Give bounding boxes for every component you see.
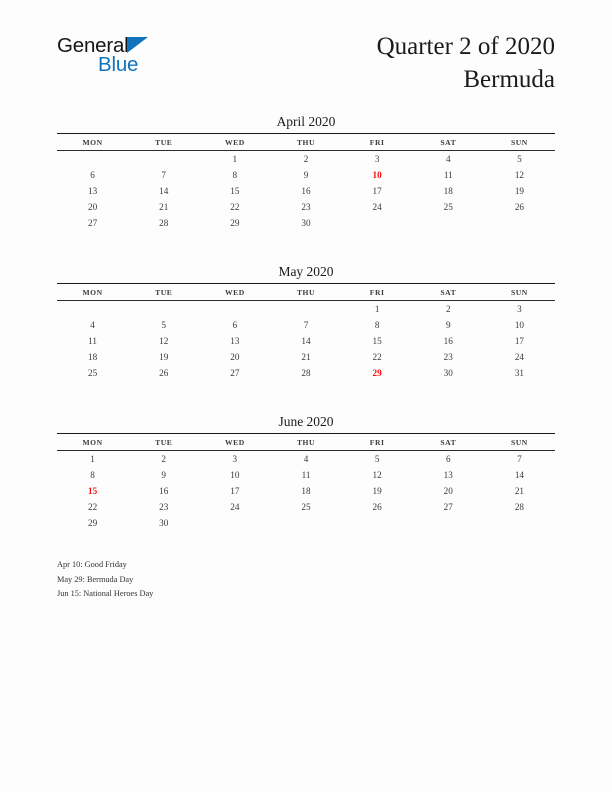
calendar-day[interactable]: 20 [443, 486, 453, 496]
weekday-row [57, 134, 555, 151]
calendar-day[interactable]: 29 [87, 518, 98, 528]
calendar-day[interactable]: 19 [372, 486, 382, 496]
weekday-tue: TUE [128, 434, 199, 451]
calendar-day[interactable]: 5 [374, 454, 380, 464]
calendar-day-empty [342, 215, 413, 231]
month-block-may [57, 262, 555, 381]
weekday-sun: SUN [484, 284, 555, 301]
weekday-tue: TUE [128, 284, 199, 301]
calendar-day-holiday[interactable]: 10 [372, 170, 382, 180]
brand-name-blue: Blue [98, 53, 139, 76]
weekday-mon: MON [57, 434, 128, 451]
calendar-day[interactable]: 6 [232, 320, 238, 330]
calendar-day[interactable]: 30 [159, 518, 169, 528]
region-subtitle: Bermuda [463, 66, 555, 93]
calendar-day[interactable]: 1 [232, 154, 238, 164]
calendar-day[interactable]: 4 [90, 320, 95, 330]
calendar-day[interactable]: 19 [514, 186, 525, 196]
calendar-day[interactable]: 28 [301, 368, 311, 378]
calendar-day[interactable]: 24 [372, 202, 382, 212]
calendar-day[interactable]: 3 [232, 454, 238, 464]
calendar-table [57, 433, 555, 531]
calendar-day-empty [270, 515, 341, 531]
calendar-day[interactable]: 14 [301, 336, 311, 346]
calendar-day[interactable]: 23 [301, 202, 311, 212]
weekday-tue: TUE [128, 134, 199, 151]
calendar-day-holiday[interactable]: 29 [372, 368, 382, 378]
calendar-day[interactable]: 26 [159, 368, 169, 378]
holiday-note: Apr 10: Good Friday [57, 560, 127, 569]
calendar-day[interactable]: 9 [445, 320, 451, 330]
brand-logo[interactable] [57, 36, 207, 84]
calendar-day[interactable]: 7 [161, 170, 166, 180]
calendar-day[interactable]: 14 [514, 470, 525, 480]
calendar-day[interactable]: 10 [514, 320, 525, 330]
weekday-wed: WED [199, 134, 270, 151]
calendar-weekday-header [57, 434, 555, 451]
calendar-day[interactable]: 20 [87, 202, 98, 212]
calendar-week-row [57, 301, 555, 318]
calendar-weekday-header [57, 134, 555, 151]
calendar-day[interactable]: 6 [445, 454, 451, 464]
calendar-week-row [57, 515, 555, 531]
calendar-table [57, 133, 555, 231]
weekday-sat: SAT [413, 134, 484, 151]
calendar-day[interactable]: 2 [161, 454, 166, 464]
calendar-weekday-header [57, 284, 555, 301]
weekday-sat: SAT [413, 434, 484, 451]
calendar-body [57, 301, 555, 382]
calendar-day[interactable]: 25 [87, 368, 98, 378]
calendar-week-row [57, 167, 555, 183]
calendar-table [57, 283, 555, 381]
calendar-day-empty [57, 151, 128, 168]
calendar-day[interactable]: 17 [372, 186, 382, 196]
holiday-note: May 29: Bermuda Day [57, 574, 134, 584]
calendar-day[interactable]: 30 [301, 218, 311, 228]
calendar-day[interactable]: 23 [443, 352, 453, 362]
calendar-day-empty [199, 301, 270, 318]
calendar-day-empty [57, 301, 128, 318]
calendar-day[interactable]: 29 [230, 218, 240, 228]
calendar-week-row [57, 365, 555, 381]
calendar-day[interactable]: 21 [159, 202, 169, 212]
calendar-day[interactable]: 28 [514, 502, 525, 512]
page-header [0, 0, 612, 105]
weekday-fri: FRI [342, 134, 413, 151]
calendar-day[interactable]: 12 [159, 336, 169, 346]
weekday-thu: THU [270, 134, 341, 151]
calendar-day[interactable]: 24 [514, 352, 525, 362]
holiday-note: Jun 15: National Heroes Day [57, 589, 154, 599]
calendar-body [57, 451, 555, 532]
holiday-notes-list [57, 558, 457, 602]
calendar-week-row [57, 467, 555, 483]
calendar-day[interactable]: 3 [374, 154, 380, 164]
calendar-day[interactable]: 18 [87, 352, 98, 362]
calendar-week-row [57, 199, 555, 215]
weekday-sat: SAT [413, 284, 484, 301]
weekday-sun: SUN [484, 134, 555, 151]
calendar-day[interactable]: 16 [301, 186, 311, 196]
month-title: June 2020 [278, 414, 334, 429]
calendar-week-row [57, 333, 555, 349]
quarter-title: Quarter 2 of 2020 [376, 33, 555, 60]
calendar-day[interactable]: 21 [514, 486, 525, 496]
calendar-day[interactable]: 8 [374, 320, 380, 330]
calendar-day[interactable]: 13 [87, 186, 98, 196]
calendar-day[interactable]: 7 [517, 454, 522, 464]
calendar-day[interactable]: 27 [230, 368, 240, 378]
weekday-mon: MON [57, 284, 128, 301]
calendar-day[interactable]: 25 [443, 202, 453, 212]
calendar-day[interactable]: 3 [517, 304, 522, 314]
calendar-day[interactable]: 10 [230, 470, 240, 480]
calendar-body [57, 151, 555, 232]
calendar-week-row [57, 317, 555, 333]
page-title [377, 30, 555, 96]
month-title: April 2020 [276, 114, 336, 129]
weekday-fri: FRI [342, 434, 413, 451]
calendar-day-empty [413, 515, 484, 531]
calendar-day[interactable]: 24 [230, 502, 240, 512]
month-block-june [57, 412, 555, 531]
month-title: May 2020 [278, 264, 334, 279]
calendar-day[interactable]: 9 [303, 170, 309, 180]
calendar-day[interactable]: 27 [443, 502, 453, 512]
calendar-day-empty [484, 515, 555, 531]
calendar-day[interactable]: 16 [443, 336, 453, 346]
calendar-day[interactable]: 12 [514, 170, 525, 180]
calendar-day[interactable]: 22 [372, 352, 382, 362]
weekday-row [57, 434, 555, 451]
calendar-day[interactable]: 27 [87, 218, 98, 228]
calendar-day-holiday[interactable]: 15 [87, 486, 98, 496]
calendar-day[interactable]: 23 [159, 502, 169, 512]
weekday-mon: MON [57, 134, 128, 151]
calendar-day[interactable]: 12 [372, 470, 382, 480]
calendar-day[interactable]: 20 [230, 352, 240, 362]
weekday-wed: WED [199, 284, 270, 301]
calendar-day[interactable]: 2 [303, 154, 309, 164]
weekday-thu: THU [270, 284, 341, 301]
calendar-day[interactable]: 9 [161, 470, 166, 480]
calendar-week-row [57, 183, 555, 199]
calendar-day[interactable]: 6 [90, 170, 95, 180]
right-triangle-icon [127, 37, 148, 53]
calendar-day[interactable]: 18 [443, 186, 453, 196]
calendar-day-empty [413, 215, 484, 231]
calendar-day[interactable]: 2 [445, 304, 451, 314]
calendar-day-empty [199, 515, 270, 531]
calendar-day[interactable]: 26 [372, 502, 382, 512]
calendar-week-row [57, 483, 555, 499]
calendar-day[interactable]: 8 [232, 170, 238, 180]
calendar-day[interactable]: 28 [159, 218, 169, 228]
calendar-day[interactable]: 19 [159, 352, 169, 362]
calendar-day-empty [342, 515, 413, 531]
calendar-day[interactable]: 11 [88, 336, 97, 346]
calendar-day[interactable]: 22 [230, 202, 240, 212]
calendar-week-row [57, 499, 555, 515]
calendar-day[interactable]: 13 [443, 470, 453, 480]
calendar-day[interactable]: 30 [443, 368, 453, 378]
calendar-day[interactable]: 22 [87, 502, 98, 512]
calendar-day[interactable]: 26 [514, 202, 525, 212]
calendar-day[interactable]: 17 [230, 486, 240, 496]
month-block-april [57, 112, 555, 231]
calendar-day[interactable]: 15 [230, 186, 240, 196]
weekday-row [57, 284, 555, 301]
calendar-day[interactable]: 31 [514, 368, 525, 378]
calendar-day[interactable]: 11 [443, 170, 453, 180]
calendar-week-row [57, 451, 555, 468]
weekday-sun: SUN [484, 434, 555, 451]
calendar-day[interactable]: 7 [303, 320, 309, 330]
calendar-day[interactable]: 5 [161, 320, 166, 330]
weekday-thu: THU [270, 434, 341, 451]
calendar-day-empty [128, 301, 199, 318]
calendar-day-empty [270, 301, 341, 318]
weekday-fri: FRI [342, 284, 413, 301]
calendar-day[interactable]: 4 [303, 454, 309, 464]
calendar-day[interactable]: 11 [301, 470, 311, 480]
calendar-day[interactable]: 1 [374, 304, 380, 314]
brand-name-general: General [57, 34, 129, 57]
calendar-day[interactable]: 8 [90, 470, 95, 480]
calendar-day[interactable]: 1 [90, 454, 95, 464]
calendar-day[interactable]: 14 [159, 186, 169, 196]
calendar-day[interactable]: 18 [301, 486, 311, 496]
calendar-day[interactable]: 13 [230, 336, 240, 346]
calendar-week-row [57, 215, 555, 231]
calendar-day[interactable]: 17 [514, 336, 525, 346]
calendar-week-row [57, 151, 555, 168]
calendar-day[interactable]: 4 [445, 154, 451, 164]
calendar-day[interactable]: 21 [301, 352, 311, 362]
weekday-wed: WED [199, 434, 270, 451]
calendar-day[interactable]: 15 [372, 336, 382, 346]
calendar-day-empty [128, 151, 199, 168]
calendar-week-row [57, 349, 555, 365]
calendar-day[interactable]: 16 [159, 486, 169, 496]
calendar-day[interactable]: 5 [517, 154, 522, 164]
calendar-day-empty [484, 215, 555, 231]
calendar-day[interactable]: 25 [301, 502, 311, 512]
